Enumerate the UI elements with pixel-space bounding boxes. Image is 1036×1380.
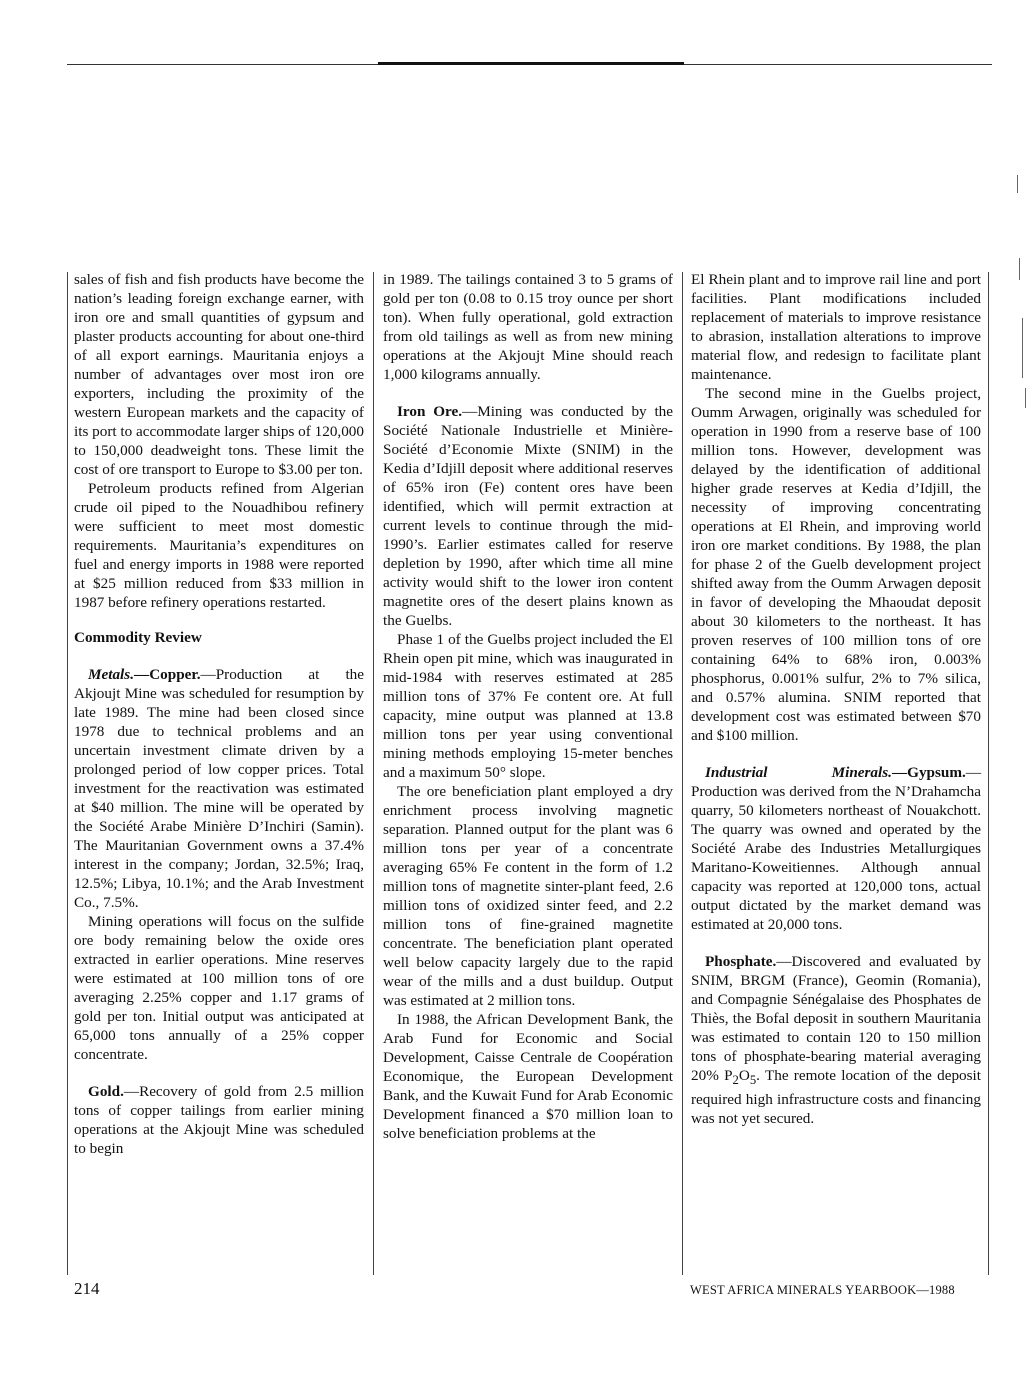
running-head: WEST AFRICA MINERALS YEARBOOK—1988 [690, 1283, 955, 1297]
top-rule-accent [378, 62, 684, 65]
margin-mark [1022, 318, 1023, 378]
metals-label: Metals. [88, 666, 134, 683]
column-rule-2 [682, 272, 683, 1275]
column-rule-1 [373, 272, 374, 1275]
page-number: 214 [74, 1279, 100, 1298]
paragraph-gypsum: Industrial Minerals.—Gypsum.—Production was derived from the N’Drahamcha quarry, 50 kilometers northeast of Nouakchott. The quarry was owned and operated by the Société Arabe des Industries Metallurgiques Maritano-Koweitiennes. Although annual capacity was reported at 120,000 tons, actual output dictated by the market demand was estimated at 20,000 tons. [691, 764, 981, 933]
paragraph-copper: Metals.—Copper.—Production at the Akjoujt Mine was scheduled for resumption by late 1989. The mine had been closed since 1978 due to technical problems and an uncertain investment climate driven by a prolonged period of low copper prices. Total investment for the reactivation was estimated at $40 million. The mine will be operated by the Société Arabe Minière D’Inchiri (Samin). The Mauritanian Government owns a 37.4% interest in the company; Jordan, 32.5%; Iraq, 12.5%; Libya, 10.1%; and the Arab Investment Co., 7.5%. [74, 666, 364, 911]
paragraph: Petroleum products refined from Algerian crude oil piped to the Nouadhibou refinery were sufficient to meet most domestic requirements. Mauritania’s expenditures on fuel and energy imports in 1988 were reported at $25 million reduced from $33 million in 1987 before refinery operations restarted. [74, 480, 364, 611]
gypsum-label: —Gypsum. [891, 764, 966, 781]
gold-label: Gold. [88, 1083, 124, 1100]
paragraph: Phase 1 of the Guelbs project included the El Rhein open pit mine, which was inaugurated in mid-1984 with reserves estimated at 285 million tons of 37% Fe content ore. At full capacity, mine output was planned at 13.8 million tons per year using conventional mining methods employing 15-meter benches and a maximum 50° slope. [383, 631, 673, 781]
paragraph: The second mine in the Guelbs project, Oumm Arwagen, originally was scheduled for operation in 1990 from a reserve base of 100 million tons. However, development was delayed by the identification of additional higher grade reserves at Kedia d’Idjill, the necessity of improving concentrating operations at El Rhein, and improving world iron ore market conditions. By 1988, the plan for phase 2 of the Guelb development project shifted away from the Oumm Arwagen deposit in favor of developing the Mhaoudat deposit about 30 kilometers to the northeast. It has proven reserves of 100 million tons of ore containing 64% to 68% iron, 0.003% phosphorus, 0.001% sulfur, 2% to 7% silica, and 0.57% alumina. SNIM reported that development cost was estimated between $70 and $100 million. [691, 385, 981, 744]
paragraph-gold: Gold.—Recovery of gold from 2.5 million tons of copper tailings from earlier mining operations at the Akjoujt Mine was scheduled to begin [74, 1083, 364, 1157]
text-column-1 [74, 270, 364, 1158]
column-rule-right [988, 272, 989, 1275]
paragraph-iron-ore: Iron Ore.—Mining was conducted by the Société Nationale Industrielle et Minière-Société d’Economie Mixte (SNIM) in the Kedia d’Idjill deposit where additional reserves of 65% iron (Fe) content ores have been identified, which will permit extraction at current levels to continue through the mid-1990’s. Earlier estimates called for reserve depletion by 1990, after which time all mine activity would shift to the lower iron content magnetite ores of the desert plains known as the Guelbs. [383, 403, 673, 629]
paragraph: sales of fish and fish products have become the nation’s leading foreign exchange earner, with iron ore and small quantities of gypsum and plaster products accounting for about one-third of all export earnings. Mauritania enjoys a number of advantages over most iron ore exporters, including the proximity of the western European markets and the capacity of its port to accommodate larger ships of 120,000 to 150,000 deadweight tons. These limit the cost of ore transport to Europe to $3.00 per ton. [74, 271, 364, 478]
paragraph-phosphate: Phosphate.—Discovered and evaluated by SNIM, BRGM (France), Geomin (Romania), and Compagnie Sénégalaise des Phosphates de Thiès, the Bofal deposit in southern Mauritania was estimated to contain 120 to 150 million tons of phosphate-bearing material averaging 20% $P_2O_5$. The remote location of the deposit required high infrastructure costs and financing was not yet secured. [691, 953, 981, 1128]
text-column-2 [383, 270, 673, 1143]
paragraph: Mining operations will focus on the sulfide ore body remaining below the oxide ores extracted in earlier operations. Mine reserves were estimated at 100 million tons of ore averaging 2.25% copper and 1.17 grams of gold per ton. Initial output was anticipated at 65,000 tons annually of a 25% copper concentrate. [74, 913, 364, 1063]
margin-mark [1025, 388, 1026, 408]
paragraph: in 1989. The tailings contained 3 to 5 grams of gold per ton (0.08 to 0.15 troy ounce per short ton). When fully operational, gold extraction from old tailings as well as from new mining operations at the Akjoujt Mine should reach 1,000 kilograms annually. [383, 271, 673, 383]
margin-mark [1017, 175, 1018, 193]
iron-ore-label: Iron Ore. [397, 403, 463, 420]
column-rule-left [67, 272, 68, 1275]
industrial-minerals-label: Industrial Minerals. [705, 764, 892, 781]
paragraph: In 1988, the African Development Bank, the Arab Fund for Economic and Social Development, Caisse Centrale de Coopération Economique, the European Development Bank, and the Kuwait Fund for Arab Economic Development financed a $70 million loan to solve beneficiation problems at the [383, 1011, 673, 1142]
paragraph: El Rhein plant and to improve rail line and port facilities. Plant modifications included replacement of materials to improve resistance to abrasion, installation alterations to improve material flow, and redesign to facilitate plant maintenance. [691, 271, 981, 383]
paragraph: The ore beneficiation plant employed a dry enrichment process involving magnetic separation. Planned output for the plant was 6 million tons per year of a concentrate averaging 65% Fe content in the form of 1.2 million tons of magnetite sinter-plant feed, 2.6 million tons of oxidized sinter feed, and 2.2 million tons of fine-grained magnetite concentrate. The beneficiation plant operated well below capacity largely due to the rapid wear of the mills and a dust buildup. Output was estimated at 2 million tons. [383, 783, 673, 1009]
section-heading: Commodity Review [74, 629, 202, 646]
phosphate-label: Phosphate. [705, 953, 777, 970]
margin-mark [1019, 258, 1020, 280]
text-column-3 [691, 270, 981, 1128]
copper-label: —Copper. [134, 666, 201, 683]
